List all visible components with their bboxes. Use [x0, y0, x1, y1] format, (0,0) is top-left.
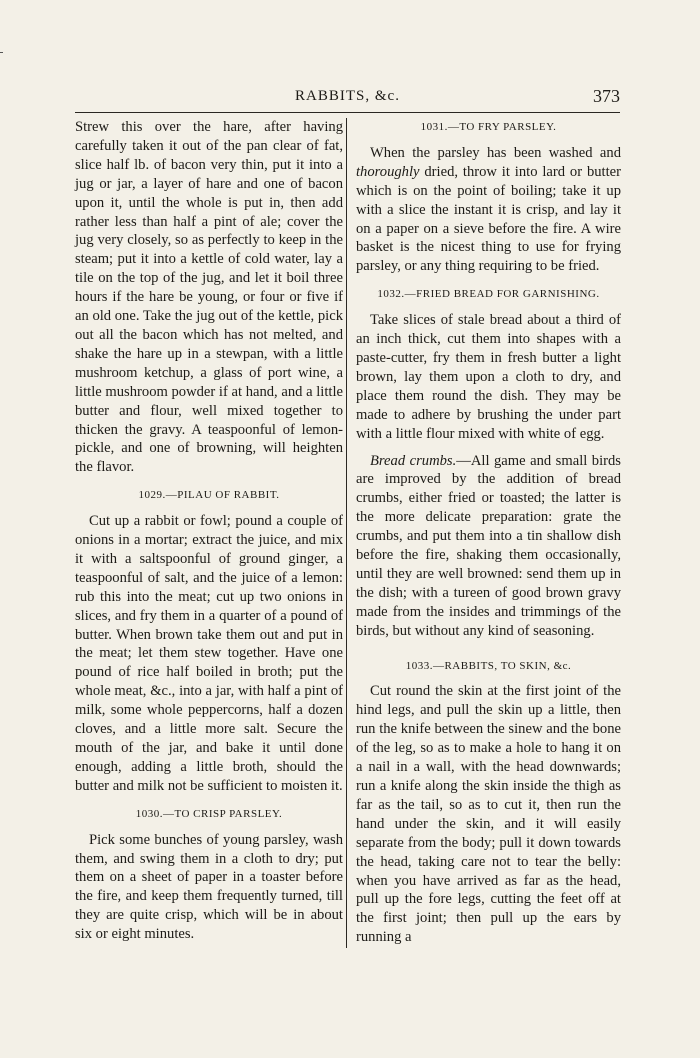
- paragraph-1031-start: When the parsley has been washed and: [370, 144, 621, 161]
- column-divider: [346, 118, 347, 948]
- right-column: [356, 118, 621, 947]
- heading-1033: 1033.—RABBITS, TO SKIN, &c.: [405, 659, 572, 672]
- paragraph-1032: Take slices of stale bread about a third of an inch thick, cut them into shapes with a paste-cutter, fry them in fresh butter a light brown, lay them upon a cloth to dry, and place them round the dish. They may be made to adhere by brushing the under part with a little flour mixed with white of egg.: [356, 312, 621, 442]
- header-rule: [75, 112, 620, 113]
- running-head-title: RABBITS, &c.: [295, 88, 400, 104]
- paragraph-1031-end: dried, throw it into lard or butter which is on the point of boiling; take it up with a slice the instant it is crisp, and lay it on a paper on a sieve before the fire. A wire basket is the nicest thing to use for frying parsley, or any thing requiring to be fried.: [356, 163, 621, 275]
- left-column: [75, 118, 343, 944]
- paragraph-1033: Cut round the skin at the first joint of the hind legs, and pull the skin up a little, then run the knife between the sinew and the bone of the leg, so as to make a hole to hang it on a nail in a wall, with the head downwards; run a knife along the skin inside the thigh as far as the tail, so as to cut it, then run the hand under the skin, and it will easily separate from the body; pull it down towards the head, taking care not to tear the belly: when you have arrived as far as the head, pull up the fore legs, cutting the feet off at the first joint; then pull up the ears by running a: [356, 683, 621, 946]
- page-number: 373: [593, 86, 620, 106]
- paragraph-1030: Pick some bunches of young parsley, wash them, and swing them in a cloth to dry; put them on a sheet of paper in a toaster before the fire, and keep them frequently turned, till they are quite crisp, which will be in about six or eight minutes.: [75, 831, 343, 943]
- heading-1030: 1030.—TO CRISP PARSLEY.: [135, 807, 283, 820]
- margin-mark: [0, 52, 3, 53]
- paragraph-1031: [356, 144, 621, 276]
- running-head: [75, 86, 620, 108]
- paragraph-1029: Cut up a rabbit or fowl; pound a couple of onions in a mortar; extract the juice, and mix it with a saltspoonful of ground ginger, a teaspoonful of salt, and the juice of a lemon: rub this into the meat; cut up two onions in slices, and fry them in a quarter of a pound of butter. When brown take them out and put in the meat; let them stew together. Have one pound of rice half boiled in broth; put the whole meat, &c., into a jar, with half a pint of milk, some whole peppercorns, half a dozen cloves, and a little more salt. Secure the mouth of the jar, and bake it until done enough, adding a little broth, should the butter and milk not be sufficient to moisten it.: [75, 513, 343, 794]
- paragraph-bread-crumbs: [356, 452, 621, 641]
- heading-1032: 1032.—FRIED BREAD FOR GARNISHING.: [377, 288, 600, 301]
- heading-1029: 1029.—PILAU OF RABBIT.: [138, 489, 280, 502]
- emphasis-bread-crumbs: Bread crumbs.: [370, 452, 457, 469]
- emphasis-thoroughly: thoroughly: [356, 163, 420, 180]
- paragraph-bread-crumbs-text: —All game and small birds are improved by the addition of bread crumbs, either fried or toasted; the latter is the more delicate preparation: grate the crumbs, and put them into a tin shallow dish before the fire, shaking them occasionally, until they are well browned: send them up in the dish; with a tureen of good brown gravy made from the insides and trimmings of the birds, but without any kind of seasoning.: [356, 452, 621, 639]
- paragraph-hare-continued: Strew this over the hare, after having carefully taken it out of the pan clear of fat, slice half lb. of bacon very thin, put it into a jug or jar, a layer of hare and one of bacon upon it, until the whole is put in, then add rather less than half a pint of ale; cover the jug very closely, so as perfectly to keep in the steam; put it into a kettle of cold water, lay a tile on the top of the jug, and let it boil three hours if the hare be young, or four or five if an old one. Take the jug out of the kettle, pick out all the bacon which has not melted, and shake the hare up in a stewpan, with a little mushroom ketchup, a glass of port wine, a little mushroom powder if at hand, and a little butter and flour, well mixed together to thicken the gravy. A teaspoonful of lemon-pickle, and one of browning, will heighten the flavor.: [75, 119, 343, 476]
- heading-1031: 1031.—TO FRY PARSLEY.: [420, 121, 557, 133]
